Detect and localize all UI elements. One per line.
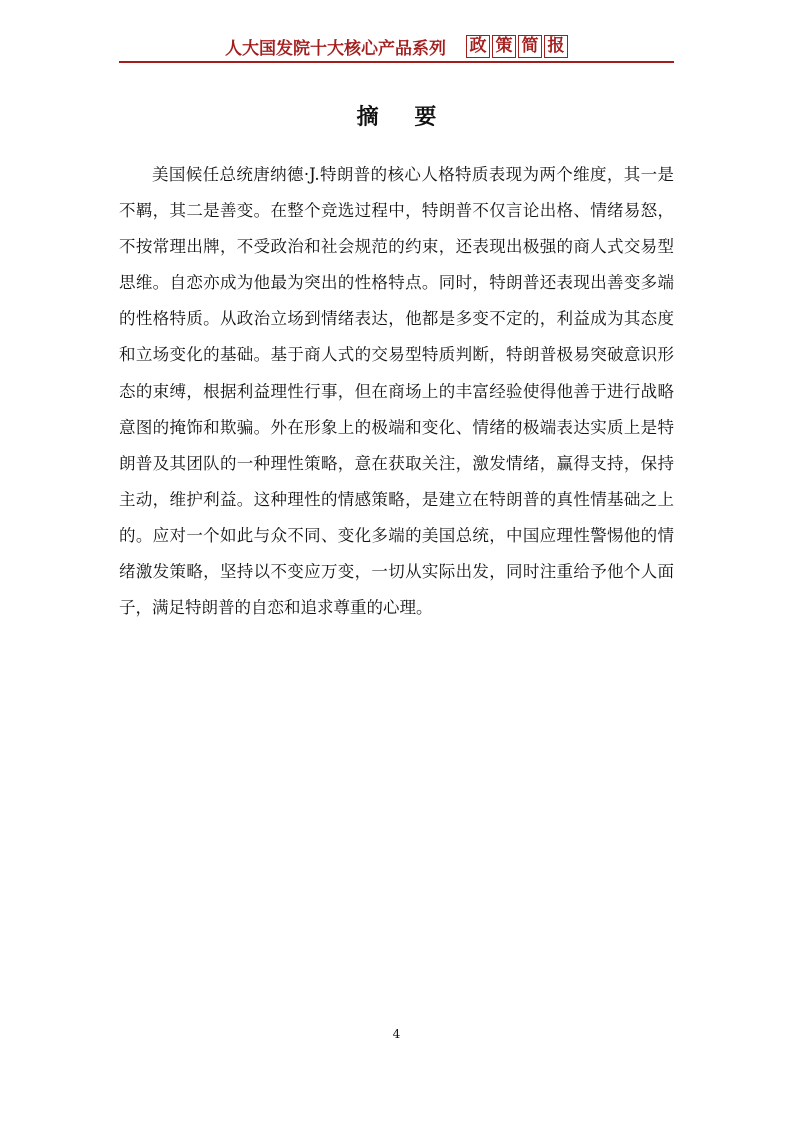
policy-brief-logo [466, 35, 568, 58]
series-title: 人大国发院十大核心产品系列 [225, 38, 446, 59]
page-number: 4 [392, 1027, 401, 1041]
abstract-paragraph: 美国候任总统唐纳德·J.特朗普的核心人格特质表现为两个维度，其一是不羁，其二是善变。在整个竞选过程中，特朗普不仅言论出格、情绪易怒，不按常理出牌，不受政治和社会规范的约束，还表现出极强的商人式交易型思维。自恋亦成为他最为突出的性格特点。同时，特朗普还表现出善变多端的性格特质。从政治立场到情绪表达，他都是多变不定的，利益成为其态度和立场变化的基础。基于商人式的交易型特质判断，特朗普极易突破意识形态的束缚，根据利益理性行事，但在商场上的丰富经验使得他善于进行战略意图的掩饰和欺骗。外在形象上的极端和变化、情绪的极端表达实质上是特朗普及其团队的一种理性策略，意在获取关注，激发情绪，赢得支持，保持主动，维护利益。这种理性的情感策略，是建立在特朗普的真性情基础之上的。应对一个如此与众不同、变化多端的美国总统，中国应理性警惕他的情绪激发策略，坚持以不变应万变，一切从实际出发，同时注重给予他个人面子，满足特朗普的自恋和追求尊重的心理。 [119, 165, 674, 618]
page-header [119, 32, 674, 60]
header-divider [119, 61, 674, 63]
brand-char: 报 [544, 35, 568, 58]
brand-char: 政 [466, 35, 490, 58]
brand-char: 简 [518, 35, 542, 58]
brand-char: 策 [492, 35, 516, 58]
page-title: 摘 要 [356, 104, 451, 130]
